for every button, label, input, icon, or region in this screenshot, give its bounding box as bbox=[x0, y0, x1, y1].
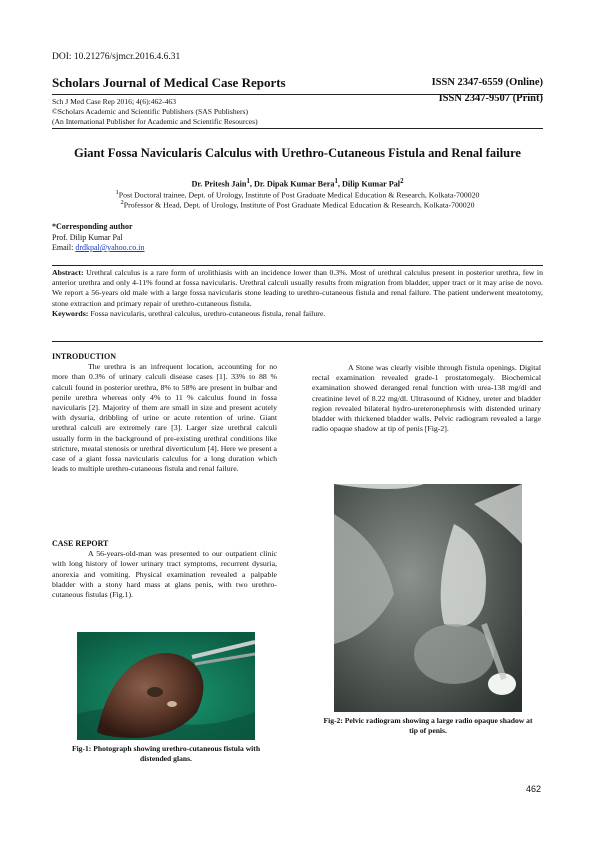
figure-2-caption: Fig-2: Pelvic radiogram showing a large radio opaque shadow at tip of penis. bbox=[323, 716, 533, 735]
keywords-label: Keywords: bbox=[52, 308, 89, 318]
abstract-block bbox=[52, 268, 543, 319]
author-3: Dilip Kumar Pal bbox=[342, 179, 401, 189]
keywords-text: Fossa navicularis, urethral calculus, urethro-cutaneous fistula, renal failure. bbox=[88, 308, 326, 318]
author-sep-2: , bbox=[337, 179, 342, 189]
author-1: Dr. Pritesh Jain bbox=[191, 179, 247, 189]
article-title: Giant Fossa Navicularis Calculus with Urethro-Cutaneous Fistula and Renal failure bbox=[74, 146, 521, 160]
abstract-label: Abstract: bbox=[52, 268, 84, 277]
case-report-continued bbox=[312, 363, 541, 434]
figure-1-photo bbox=[77, 632, 255, 740]
author-list bbox=[52, 178, 543, 189]
header-rule-top bbox=[52, 94, 543, 95]
author-sep-1: , bbox=[249, 179, 254, 189]
case-report-text: A 56-years-old-man was presented to our outpatient clinic with long history of lower urinary tract symptoms, recurrent dysuria, anorexia and vomiting. Physical examination revealed a palpable bladder with a stony hard mass at glans penis, with two urethro-cutaneous fistulas (Fig.1). bbox=[52, 549, 277, 600]
author-3-sup: 2 bbox=[400, 178, 404, 185]
figure-2-illustration bbox=[334, 484, 522, 712]
issn-print: ISSN 2347-9507 (Print) bbox=[438, 93, 543, 104]
header-rule-bottom bbox=[52, 128, 543, 129]
corresponding-heading: *Corresponding author bbox=[52, 222, 133, 231]
corresponding-name: Prof. Dilip Kumar Pal bbox=[52, 232, 123, 242]
publisher-line: ©Scholars Academic and Scientific Publishers (SAS Publishers) bbox=[52, 107, 249, 116]
affiliation-1-sup: 1 bbox=[115, 189, 119, 196]
doi-line: DOI: 10.21276/sjmcr.2016.4.6.31 bbox=[52, 52, 181, 62]
affiliation-1-text: Post Doctoral trainee, Dept. of Urology, Institute of Post Graduate Medical Education & Research, Kolkata-700020 bbox=[118, 190, 480, 200]
affiliation-2-text: Professor & Head, Dept. of Urology, Institute of Post Graduate Medical Education & Research, Kolkata-700020 bbox=[123, 200, 475, 210]
page-number: 462 bbox=[525, 784, 541, 794]
figure-1-illustration bbox=[77, 632, 255, 740]
email-label: Email: bbox=[52, 243, 76, 252]
journal-citation: Sch J Med Case Rep 2016; 4(6):462-463 bbox=[52, 97, 177, 106]
author-2-sup: 1 bbox=[334, 178, 338, 185]
abstract-text: Urethral calculus is a rare form of urolithiasis with an incidence lower than 0.3%. Most of urethral calculus present in posterior urethra, few in anterior urethra and only 4-11% found at fossa navicularis. Urethral calculi usually results from migration from bladder, upper tract or it may arise de novo. We report a 56-years old male with a large fossa navicularis stone leading to urethro-cutaneous fistula and renal failure. The patient underwent meatotomy, stone extraction and primary repair of urethro-cutaneous fistula. bbox=[52, 268, 543, 308]
abstract-rule-top bbox=[52, 265, 543, 266]
author-2: Dr. Dipak Kumar Bera bbox=[253, 179, 335, 189]
introduction-heading: INTRODUCTION bbox=[52, 352, 117, 361]
corresponding-block bbox=[52, 222, 144, 254]
case-report-heading: CASE REPORT bbox=[52, 539, 109, 548]
journal-name: Scholars Journal of Medical Case Reports bbox=[52, 75, 286, 90]
email-link[interactable]: drdkpal@yahoo.co.in bbox=[75, 243, 145, 252]
case-report-continued-text: A Stone was clearly visible through fistula openings. Digital rectal examination revealed grade-1 prostatomegaly. Biochemical examination showed deranged renal function with urea-138 mg/dl and creatinine level of 8.22 mg/dl. Ultrasound of Kidney, ureter and bladder region revealed bilateral hydro-ureteronephrosis with distended urinary bladder with thickened bladder walls. Pelvic radiogram revealed a large radio opaque shadow at tip of penis [Fig-2]. bbox=[312, 363, 541, 434]
publisher-note: (An International Publisher for Academic and Scientific Resources) bbox=[52, 117, 258, 126]
introduction-text: The urethra is an infrequent location, accounting for no more than 0.3% of urinary calculi disease cases [1]. 33% to 88 % calculi found in posterior urethra, 8% to 58% are present in bulbar and penile urethra whereas only 4% to 11 % calculus found in fossa navicularis [2]. Majority of them are small in size and present acutely with dysuria, dribbling of urine or acute retention of urine. Giant urethral calculi are extremely rare [3]. Larger size urethral calculi usually form in the background of pre-existing urethral conditions like stricture, meatal stenosis or urethral diverticulum [4]. Here we present a case of a giant fossa navicularis calculus for a long duration which leads to multiple urethro-cutaneous fistula and renal failure. bbox=[52, 362, 277, 474]
affiliation-2-sup: 2 bbox=[120, 199, 124, 206]
author-1-sup: 1 bbox=[246, 178, 250, 185]
affiliation-2 bbox=[52, 199, 543, 210]
abstract-rule-bottom bbox=[52, 341, 543, 342]
introduction-section bbox=[52, 352, 277, 474]
affiliation-1 bbox=[52, 189, 543, 200]
issn-online: ISSN 2347-6559 (Online) bbox=[431, 77, 543, 88]
figure-1-caption: Fig-1: Photograph showing urethro-cutaneous fistula with distended glans. bbox=[71, 744, 261, 763]
case-report-section bbox=[52, 539, 277, 600]
figure-2-radiograph bbox=[334, 484, 522, 712]
